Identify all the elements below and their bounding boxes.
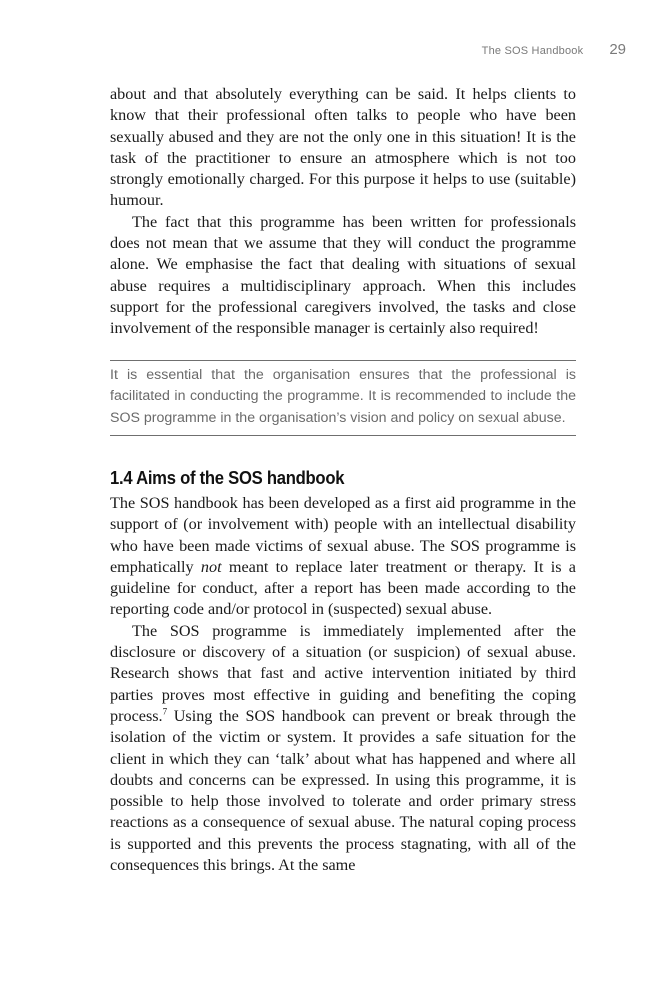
paragraph-implementation-part1: The SOS programme is immediately implemented after the disclosure or discovery of a situation (or suspicion) of sexual abuse. Research shows that fast and active intervention initiated by third parties proves most effective in guiding and benefiting the coping process. bbox=[110, 621, 576, 725]
callout-text: It is essential that the organisation ensures that the professional is facilitated in conducting the programme. It is recommended to include the SOS programme in the organisation’s vision and policy on sexual abuse. bbox=[110, 366, 576, 427]
running-head: The SOS Handbook bbox=[481, 45, 584, 57]
footnote-ref[interactable]: 7 bbox=[162, 706, 168, 717]
paragraph-multidisciplinary: The fact that this programme has been written for professionals does not mean that we assume that they will conduct the programme alone. We emphasise the fact that dealing with situations of sexual abuse requires a multidisciplinary approach. When this includes support for the professional caregivers involved, the tasks and close involvement of the responsible manager is certainly also required! bbox=[110, 212, 576, 338]
paragraph-aims-part2: meant to replace later treatment or therapy. It is a guideline for conduct, after a report has been made according to the reporting code and/or protocol in (suspected) sexual abuse. bbox=[110, 557, 576, 619]
paragraph-implementation bbox=[110, 621, 576, 877]
page-number: 29 bbox=[609, 41, 626, 58]
callout-box bbox=[110, 360, 576, 436]
paragraph-aims-part1: The SOS handbook has been developed as a first aid programme in the support of (or involvement with) people with an intellectual disability who have been made victims of sexual abuse. The SOS programme is emphatically bbox=[110, 493, 576, 576]
section-heading: 1.4 Aims of the SOS handbook bbox=[110, 466, 345, 488]
emphasis-not: not bbox=[200, 557, 222, 576]
page-header bbox=[482, 41, 626, 58]
paragraph-aims bbox=[110, 493, 576, 621]
paragraph-implementation-part2: Using the SOS handbook can prevent or break through the isolation of the victim or system. It provides a safe situation for the client in which they can ‘talk’ about what has happened and where all doubts and concerns can be expressed. In using this programme, it is possible to help those involved to tolerate and order primary stress reactions as a consequence of sexual abuse. The natural coping process is supported and this prevents the process stagnating, with all of the consequences this brings. At the same bbox=[110, 706, 576, 874]
page-body bbox=[110, 84, 576, 876]
paragraph-continued: about and that absolutely everything can be said. It helps clients to know that their professional often talks to people who have been sexually abused and they are not the only one in this situation! It is the task of the practitioner to ensure an atmosphere which is not too strongly emotionally charged. For this purpose it helps to use (suitable) humour. bbox=[110, 85, 576, 210]
